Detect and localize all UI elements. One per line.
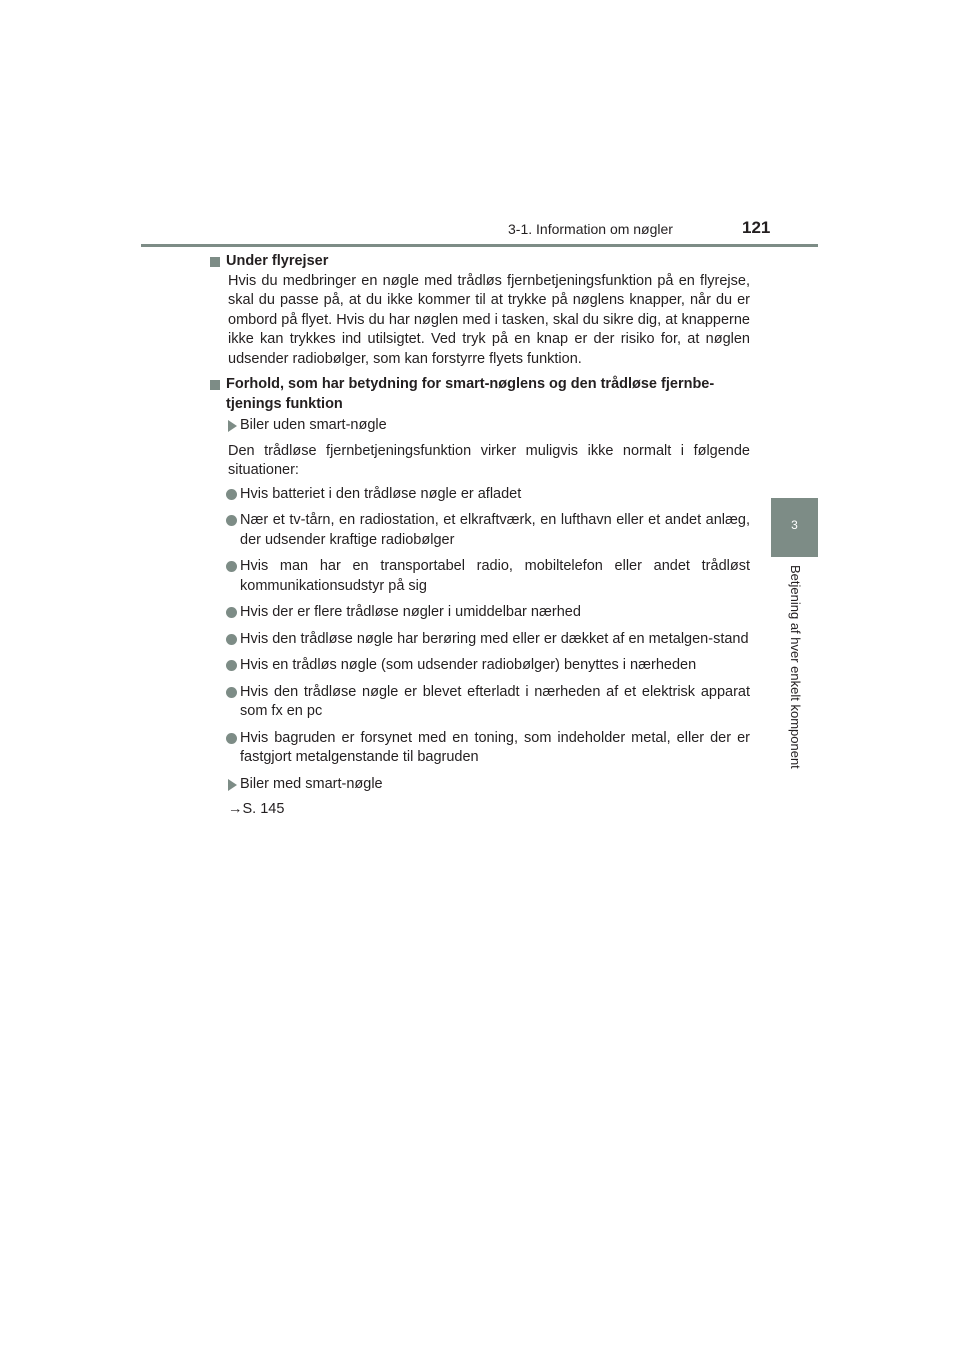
list-item-text: Hvis bagruden er forsynet med en toning, som indeholder metal, eller der er fastgjort metalgenstande til bagruden — [240, 729, 750, 765]
intro-paragraph: Den trådløse fjernbetjeningsfunktion virker muligvis ikke normalt i følgende situationer: — [228, 442, 750, 478]
circle-bullet-icon — [226, 561, 237, 572]
page-number: 121 — [742, 218, 771, 237]
list-item — [210, 683, 750, 722]
list-item — [210, 656, 750, 676]
section-heading — [210, 252, 750, 272]
circle-bullet-icon — [226, 660, 237, 671]
list-item-text: Hvis den trådløse nøgle har berøring med eller er dækket af en metalgen-stand — [240, 630, 749, 647]
chapter-tab — [771, 498, 818, 557]
section-heading-text: Under flyrejser — [226, 253, 329, 269]
square-bullet-icon — [210, 380, 220, 390]
subheading-without-smart-key — [210, 416, 750, 436]
circle-bullet-icon — [226, 607, 237, 618]
circle-bullet-icon — [226, 687, 237, 698]
list-item-text: Hvis batteriet i den trådløse nøgle er afladet — [240, 485, 522, 502]
section-flights — [210, 252, 750, 369]
circle-bullet-icon — [226, 489, 237, 500]
section-heading — [210, 375, 750, 414]
list-item-text: Hvis der er flere trådløse nøgler i umiddelbar nærhed — [240, 604, 581, 620]
list-item-text: Hvis den trådløse nøgle er blevet efterladt i nærheden af et elektrisk apparat som fx en pc — [240, 683, 750, 719]
list-item — [210, 603, 750, 623]
list-item — [210, 485, 750, 505]
subheading-with-smart-key — [210, 775, 750, 795]
chapter-tab-label: Betjening af hver enkelt komponent — [788, 565, 803, 769]
triangle-arrow-icon — [228, 779, 237, 791]
section-heading-text: Forhold, som har betydning for smart-nøglens og den trådløse fjernbe-tjenings funktion — [226, 376, 715, 412]
circle-bullet-icon — [226, 634, 237, 645]
list-item-text: Hvis man har en transportabel radio, mobiltelefon eller andet trådløst kommunikationsudstyr på sig — [240, 558, 750, 594]
list-item — [210, 729, 750, 768]
page-content — [210, 252, 750, 826]
circle-bullet-icon — [226, 733, 237, 744]
section-conditions — [210, 375, 750, 820]
triangle-arrow-icon — [228, 420, 237, 432]
circle-bullet-icon — [226, 515, 237, 526]
list-item-text: Nær et tv-tårn, en radiostation, et elkraftværk, en lufthavn eller et andet anlæg, der udsender kraftige radiobølger — [240, 512, 750, 548]
page-reference: →S. 145 — [228, 801, 285, 817]
list-item — [210, 511, 750, 550]
section-paragraph: Hvis du medbringer en nøgle med trådløs fjernbetjeningsfunktion på en flyrejse, skal du passe på, at du ikke kommer til at trykke på nøglens knapper, når du er ombord på flyet. Hvis du har nøglen med i tasken, skal du sikre dig, at knapperne ikke kan trykkes ind utilsigtet. Ved tryk på en knap er der risiko for, at nøglen udsender radiobølger, som kan forstyrre flyets funktion. — [228, 272, 750, 367]
chapter-tab-number: 3 — [791, 518, 798, 532]
square-bullet-icon — [210, 257, 220, 267]
header-rule — [141, 244, 818, 247]
subheading-text: Biler uden smart-nøgle — [240, 417, 387, 433]
list-item — [210, 630, 750, 650]
subheading-text: Biler med smart-nøgle — [240, 775, 383, 792]
list-item — [210, 557, 750, 596]
list-item-text: Hvis en trådløs nøgle (som udsender radiobølger) benyttes i nærheden — [240, 657, 697, 673]
header-section-title: 3-1. Information om nøgler — [508, 221, 673, 237]
